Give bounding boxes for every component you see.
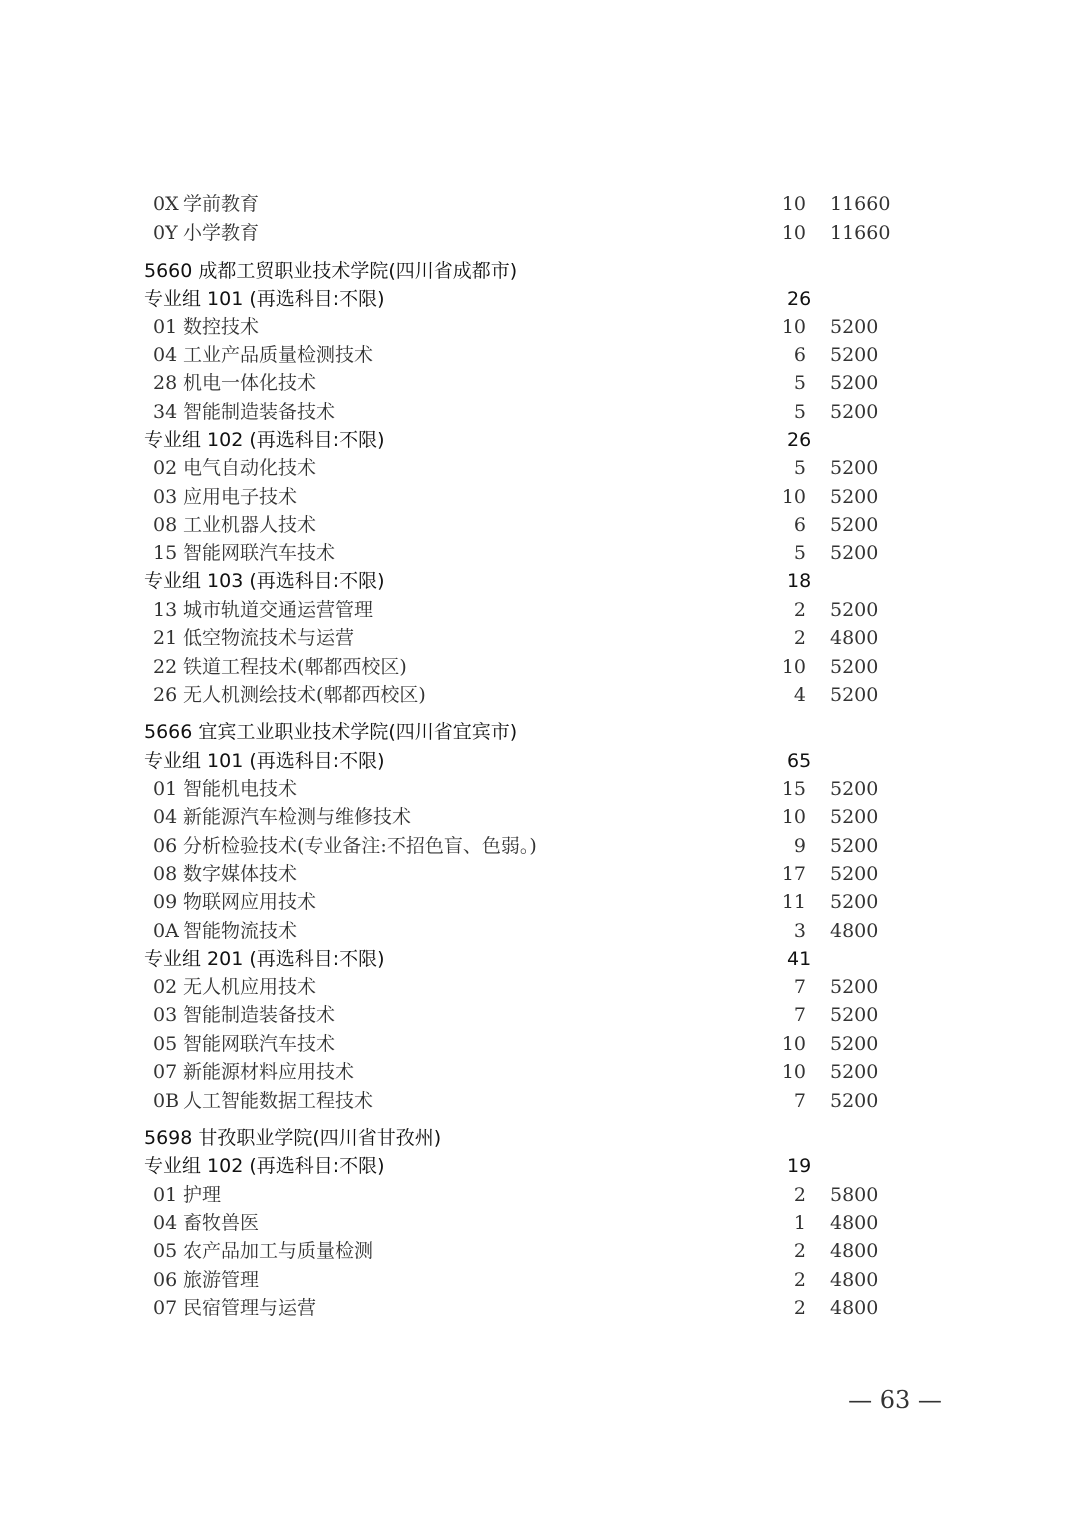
tuition-fee: 4800	[830, 920, 879, 942]
tuition-fee: 5800	[830, 1184, 879, 1206]
major-row	[0, 653, 1080, 681]
major-name: 护理	[183, 1184, 222, 1206]
major-name: 智能网联汽车技术	[183, 542, 336, 564]
major-code: 28	[153, 372, 178, 394]
plan-count: 5	[793, 457, 806, 479]
tuition-fee: 5200	[830, 1004, 879, 1026]
tuition-fee: 5200	[830, 863, 879, 885]
major-code: 08	[153, 514, 178, 536]
major-code: 02	[153, 976, 178, 998]
major-code: 04	[153, 806, 178, 828]
major-row	[0, 624, 1080, 652]
tuition-fee: 5200	[830, 1061, 879, 1083]
plan-count: 10	[781, 656, 806, 678]
major-name: 铁道工程技术(郫都西校区)	[183, 656, 407, 678]
plan-count: 2	[793, 1184, 806, 1206]
major-row	[0, 1030, 1080, 1058]
major-row	[0, 1181, 1080, 1209]
plan-count: 10	[781, 1033, 806, 1055]
tuition-fee: 4800	[830, 1212, 879, 1234]
major-row	[0, 860, 1080, 888]
major-code: 26	[153, 684, 178, 706]
plan-count: 10	[781, 806, 806, 828]
major-code: 08	[153, 863, 178, 885]
plan-count: 3	[793, 920, 806, 942]
major-row	[0, 369, 1080, 397]
plan-count: 6	[793, 344, 806, 366]
major-code: 21	[153, 627, 178, 649]
major-row	[0, 398, 1080, 426]
major-name: 智能物流技术	[183, 920, 298, 942]
major-name: 智能制造装备技术	[183, 401, 336, 423]
plan-count: 2	[793, 1269, 806, 1291]
plan-count: 5	[793, 372, 806, 394]
major-name: 智能网联汽车技术	[183, 1033, 336, 1055]
major-row	[0, 888, 1080, 916]
major-code: 05	[153, 1033, 178, 1055]
major-name: 旅游管理	[183, 1269, 260, 1291]
major-name: 畜牧兽医	[183, 1212, 260, 1234]
major-row	[0, 1001, 1080, 1029]
major-code: 09	[153, 891, 178, 913]
major-code: 03	[153, 1004, 178, 1026]
tuition-fee: 5200	[830, 976, 879, 998]
group-plan-count: 18	[787, 570, 812, 592]
major-code: 34	[153, 401, 178, 423]
group-plan-count: 41	[787, 948, 812, 970]
major-name: 人工智能数据工程技术	[183, 1090, 374, 1112]
major-name: 民宿管理与运营	[183, 1297, 317, 1319]
tuition-fee: 4800	[830, 1269, 879, 1291]
major-row	[0, 1266, 1080, 1294]
tuition-fee: 5200	[830, 1090, 879, 1112]
major-name: 物联网应用技术	[183, 891, 317, 913]
tuition-fee: 5200	[830, 1033, 879, 1055]
major-name: 新能源汽车检测与维修技术	[183, 806, 412, 828]
tuition-fee: 11660	[830, 193, 891, 215]
group-plan-count: 65	[787, 750, 812, 772]
major-row	[0, 190, 1080, 218]
tuition-fee: 5200	[830, 656, 879, 678]
tuition-fee: 4800	[830, 627, 879, 649]
major-code: 04	[153, 344, 178, 366]
tuition-fee: 5200	[830, 514, 879, 536]
major-row	[0, 973, 1080, 1001]
plan-count: 7	[793, 1004, 806, 1026]
major-name: 分析检验技术(专业备注:不招色盲、色弱。)	[183, 835, 537, 857]
tuition-fee: 5200	[830, 316, 879, 338]
major-code: 05	[153, 1240, 178, 1262]
major-row	[0, 917, 1080, 945]
plan-count: 2	[793, 1240, 806, 1262]
major-name: 无人机测绘技术(郫都西校区)	[183, 684, 426, 706]
plan-count: 7	[793, 976, 806, 998]
plan-count: 17	[781, 863, 806, 885]
school-name: 5698 甘孜职业学院(四川省甘孜州)	[144, 1127, 442, 1149]
major-group-row	[0, 747, 1080, 775]
major-code: 07	[153, 1297, 178, 1319]
major-name: 农产品加工与质量检测	[183, 1240, 374, 1262]
major-name: 数控技术	[183, 316, 260, 338]
plan-count: 10	[781, 316, 806, 338]
major-row	[0, 313, 1080, 341]
major-code: 02	[153, 457, 178, 479]
major-name: 新能源材料应用技术	[183, 1061, 355, 1083]
school-header	[0, 1124, 1080, 1152]
major-code: 04	[153, 1212, 178, 1234]
plan-count: 2	[793, 627, 806, 649]
major-row	[0, 596, 1080, 624]
major-row	[0, 681, 1080, 709]
major-code: 06	[153, 1269, 178, 1291]
major-group-row	[0, 1152, 1080, 1180]
school-name: 5660 成都工贸职业技术学院(四川省成都市)	[144, 260, 518, 282]
school-name: 5666 宜宾工业职业技术学院(四川省宜宾市)	[144, 721, 518, 743]
major-name: 智能制造装备技术	[183, 1004, 336, 1026]
plan-count: 11	[781, 891, 806, 913]
plan-count: 9	[793, 835, 806, 857]
major-row	[0, 483, 1080, 511]
group-plan-count: 19	[787, 1155, 812, 1177]
group-name: 专业组 102 (再选科目:不限)	[144, 1155, 385, 1177]
plan-count: 10	[781, 222, 806, 244]
tuition-fee: 5200	[830, 457, 879, 479]
major-row	[0, 775, 1080, 803]
plan-count: 7	[793, 1090, 806, 1112]
plan-count: 10	[781, 1061, 806, 1083]
group-plan-count: 26	[787, 288, 812, 310]
major-name: 工业产品质量检测技术	[183, 344, 374, 366]
plan-count: 1	[793, 1212, 806, 1234]
major-row	[0, 1087, 1080, 1115]
major-code: 07	[153, 1061, 178, 1083]
tuition-fee: 5200	[830, 372, 879, 394]
major-group-row	[0, 426, 1080, 454]
major-row	[0, 1209, 1080, 1237]
major-row	[0, 341, 1080, 369]
major-name: 小学教育	[183, 222, 260, 244]
major-code: 15	[153, 542, 178, 564]
major-code: 06	[153, 835, 178, 857]
plan-count: 10	[781, 486, 806, 508]
major-code: 01	[153, 1184, 178, 1206]
school-header	[0, 257, 1080, 285]
group-name: 专业组 102 (再选科目:不限)	[144, 429, 385, 451]
major-name: 应用电子技术	[183, 486, 298, 508]
tuition-fee: 4800	[830, 1240, 879, 1262]
major-name: 无人机应用技术	[183, 976, 317, 998]
major-row	[0, 832, 1080, 860]
plan-count: 4	[793, 684, 806, 706]
major-code: 01	[153, 778, 178, 800]
page-number: — 63 —	[848, 1386, 942, 1414]
school-header	[0, 718, 1080, 746]
plan-count: 15	[781, 778, 806, 800]
major-row	[0, 454, 1080, 482]
major-name: 学前教育	[183, 193, 260, 215]
group-name: 专业组 101 (再选科目:不限)	[144, 750, 385, 772]
group-name: 专业组 101 (再选科目:不限)	[144, 288, 385, 310]
tuition-fee: 4800	[830, 1297, 879, 1319]
tuition-fee: 5200	[830, 806, 879, 828]
major-row	[0, 1237, 1080, 1265]
plan-count: 5	[793, 542, 806, 564]
major-row	[0, 803, 1080, 831]
major-code: 03	[153, 486, 178, 508]
tuition-fee: 5200	[830, 684, 879, 706]
tuition-fee: 5200	[830, 486, 879, 508]
major-code: 0B	[153, 1090, 180, 1112]
plan-count: 2	[793, 599, 806, 621]
major-group-row	[0, 567, 1080, 595]
major-code: 0A	[153, 920, 179, 942]
major-name: 智能机电技术	[183, 778, 298, 800]
tuition-fee: 5200	[830, 891, 879, 913]
tuition-fee: 11660	[830, 222, 891, 244]
major-name: 电气自动化技术	[183, 457, 317, 479]
plan-count: 5	[793, 401, 806, 423]
major-name: 数字媒体技术	[183, 863, 298, 885]
plan-count: 6	[793, 514, 806, 536]
major-name: 机电一体化技术	[183, 372, 317, 394]
major-code: 01	[153, 316, 178, 338]
major-code: 0Y	[153, 222, 178, 244]
major-code: 0X	[153, 193, 179, 215]
major-name: 工业机器人技术	[183, 514, 317, 536]
major-row	[0, 219, 1080, 247]
group-plan-count: 26	[787, 429, 812, 451]
major-code: 13	[153, 599, 178, 621]
tuition-fee: 5200	[830, 344, 879, 366]
tuition-fee: 5200	[830, 401, 879, 423]
plan-count: 2	[793, 1297, 806, 1319]
tuition-fee: 5200	[830, 542, 879, 564]
major-group-row	[0, 945, 1080, 973]
group-name: 专业组 201 (再选科目:不限)	[144, 948, 385, 970]
tuition-fee: 5200	[830, 599, 879, 621]
major-name: 城市轨道交通运营管理	[183, 599, 374, 621]
group-name: 专业组 103 (再选科目:不限)	[144, 570, 385, 592]
major-group-row	[0, 285, 1080, 313]
plan-count: 10	[781, 193, 806, 215]
major-row	[0, 1058, 1080, 1086]
major-name: 低空物流技术与运营	[183, 627, 355, 649]
tuition-fee: 5200	[830, 778, 879, 800]
major-code: 22	[153, 656, 178, 678]
tuition-fee: 5200	[830, 835, 879, 857]
major-row	[0, 539, 1080, 567]
major-row	[0, 511, 1080, 539]
major-row	[0, 1294, 1080, 1322]
